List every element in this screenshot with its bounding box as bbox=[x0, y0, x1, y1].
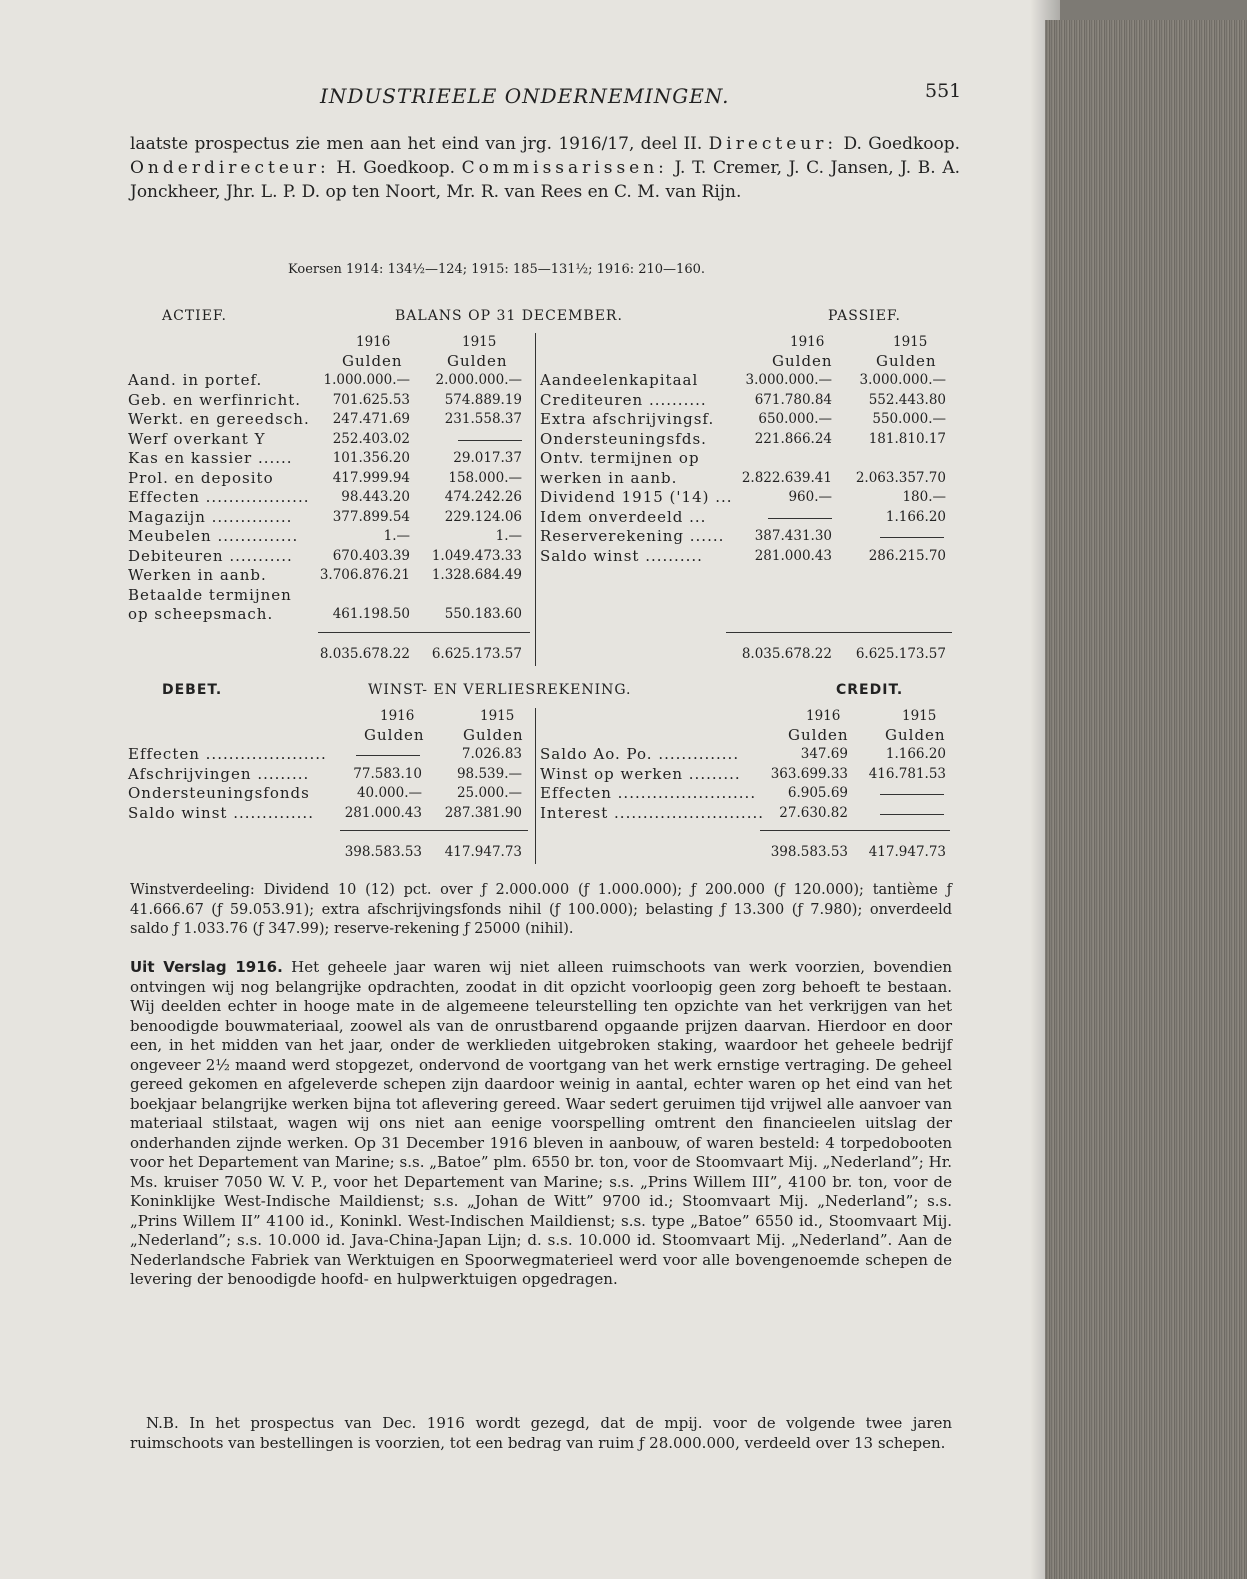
passief-heading: PASSIEF. bbox=[828, 308, 901, 324]
actief-row-v1915: 1.328.684.49 bbox=[431, 567, 522, 583]
empty-value-dash bbox=[880, 814, 944, 815]
passief-row-label: Ontv. termijnen op bbox=[540, 449, 700, 467]
actief-row-v1915: 574.889.19 bbox=[444, 391, 522, 408]
passief-row-v1915: 2.063.357.70 bbox=[855, 469, 946, 486]
winst-title: WINST- EN VERLIESREKENING. bbox=[368, 682, 632, 698]
actief-row-label: Aand. in portef. bbox=[128, 371, 263, 389]
credit-row-label: Saldo Ao. Po. .............. bbox=[540, 745, 740, 763]
passief-row-label: werken in aanb. bbox=[540, 468, 678, 487]
balans-divider bbox=[535, 333, 536, 666]
debet-total-1916: 398.583.53 bbox=[344, 844, 422, 860]
winst-debet-unit-1916: Gulden bbox=[364, 726, 425, 744]
directeur-name: D. Goedkoop. bbox=[843, 134, 961, 154]
winst-debet-year-1915: 1915 bbox=[480, 708, 515, 724]
passief-row-v1915: 181.810.17 bbox=[868, 430, 946, 447]
actief-row-v1916: 3.706.876.21 bbox=[319, 567, 410, 583]
onderdirecteur-label: Onderdirecteur: bbox=[130, 158, 330, 178]
koersen-line: Koersen 1914: 134½—124; 1915: 185—131½; 1916: 210—160. bbox=[288, 262, 705, 277]
actief-row-label: Werf overkant Y bbox=[128, 429, 266, 448]
passief-row-v1915: 180.— bbox=[902, 489, 946, 505]
actief-row-v1915: 229.124.06 bbox=[444, 508, 522, 525]
actief-row-v1915: 550.183.60 bbox=[444, 606, 522, 622]
empty-value-dash bbox=[768, 518, 832, 519]
actief-row-v1916: 1.— bbox=[383, 528, 410, 544]
actief-row-v1916: 377.899.54 bbox=[332, 508, 410, 525]
actief-row-label: Prol. en deposito bbox=[128, 468, 274, 487]
actief-row-v1916: 461.198.50 bbox=[332, 606, 410, 622]
passief-row-v1916: 3.000.000.— bbox=[745, 372, 832, 388]
empty-value-dash bbox=[356, 755, 420, 756]
balans-actief-year-1916: 1916 bbox=[356, 334, 391, 350]
passief-row-v1916: 387.431.30 bbox=[754, 528, 832, 544]
passief-row-v1915: 3.000.000.— bbox=[859, 372, 946, 388]
passief-row-v1916: 650.000.— bbox=[758, 411, 832, 427]
actief-row-v1916: 252.403.02 bbox=[332, 430, 410, 447]
debet-row-label: Saldo winst .............. bbox=[128, 803, 314, 822]
actief-row-label: Betaalde termijnen bbox=[128, 585, 292, 604]
empty-value-dash bbox=[880, 537, 944, 538]
actief-row-label: Magazijn .............. bbox=[128, 507, 293, 526]
actief-total-1915: 6.625.173.57 bbox=[431, 646, 522, 662]
debet-row-label: Afschrijvingen ......... bbox=[128, 764, 310, 783]
winst-credit-unit-1915: Gulden bbox=[885, 726, 946, 744]
balans-passief-unit-1916: Gulden bbox=[772, 352, 833, 370]
credit-row-v1916: 363.699.33 bbox=[770, 765, 848, 782]
actief-row-label: Geb. en werfinricht. bbox=[128, 390, 302, 409]
debet-row-v1916: 281.000.43 bbox=[344, 804, 422, 821]
balans-passief-year-1916: 1916 bbox=[790, 334, 825, 350]
book-page-edges bbox=[1045, 20, 1247, 1579]
actief-row-label: Meubelen .............. bbox=[128, 527, 299, 545]
balans-actief-unit-1915: Gulden bbox=[447, 352, 508, 370]
page-number: 551 bbox=[925, 80, 962, 102]
running-head: INDUSTRIEELE ONDERNEMINGEN. bbox=[320, 84, 730, 108]
winstverdeeling-paragraph: Winstverdeeling: Dividend 10 (12) pct. over ƒ 2.000.000 (ƒ 1.000.000); ƒ 200.000 (ƒ 120.000); tantième ƒ 41.666.67 (ƒ 59.053.91); extra afschrijvingsfonds nihil (ƒ 100.000); belasting ƒ 13.300 (ƒ 7.980); onverdeeld saldo ƒ 1.033.76 (ƒ 347.99); reserve-rekening ƒ 25000 (nihil). bbox=[130, 882, 952, 937]
actief-row-label: op scheepsmach. bbox=[128, 605, 274, 623]
credit-heading: CREDIT. bbox=[836, 682, 904, 698]
onderdirecteur-name: H. Goedkoop. bbox=[336, 158, 456, 178]
actief-row-v1916: 101.356.20 bbox=[332, 450, 410, 466]
verslag-heading: Uit Verslag 1916. bbox=[130, 958, 283, 976]
actief-row-v1916: 670.403.39 bbox=[332, 547, 410, 564]
actief-row-v1916: 1.000.000.— bbox=[323, 372, 410, 388]
balans-title: BALANS OP 31 DECEMBER. bbox=[395, 308, 623, 324]
winst-credit-unit-1916: Gulden bbox=[788, 726, 849, 744]
winst-credit-year-1916: 1916 bbox=[806, 708, 841, 724]
winst-credit-year-1915: 1915 bbox=[902, 708, 937, 724]
debet-total-1915: 417.947.73 bbox=[444, 844, 522, 860]
credit-row-v1916: 6.905.69 bbox=[787, 785, 848, 801]
passief-row-label: Dividend 1915 ('14) ... bbox=[540, 488, 733, 506]
passief-row-v1915: 550.000.— bbox=[872, 411, 946, 427]
verslag-paragraph bbox=[130, 958, 952, 1290]
debet-row-v1915: 287.381.90 bbox=[444, 804, 522, 821]
actief-row-label: Werken in aanb. bbox=[128, 566, 267, 584]
actief-row-label: Debiteuren ........... bbox=[128, 546, 293, 565]
passief-total-rule bbox=[726, 632, 952, 633]
debet-row-v1915: 7.026.83 bbox=[461, 746, 522, 762]
passief-row-label: Saldo winst .......... bbox=[540, 546, 703, 565]
debet-row-v1916: 40.000.— bbox=[356, 785, 422, 801]
passief-row-v1916: 671.780.84 bbox=[754, 391, 832, 408]
passief-row-v1916: 281.000.43 bbox=[754, 547, 832, 564]
credit-row-label: Effecten ........................ bbox=[540, 784, 757, 802]
credit-row-v1916: 27.630.82 bbox=[779, 804, 848, 821]
debet-row-label: Effecten ..................... bbox=[128, 745, 327, 763]
actief-row-v1916: 701.625.53 bbox=[332, 391, 410, 408]
passief-total-1916: 8.035.678.22 bbox=[741, 646, 832, 662]
debet-heading: DEBET. bbox=[162, 682, 223, 698]
credit-total-1916: 398.583.53 bbox=[770, 844, 848, 860]
credit-row-label: Winst op werken ......... bbox=[540, 764, 741, 783]
actief-row-v1916: 417.999.94 bbox=[332, 469, 410, 486]
actief-row-v1915: 158.000.— bbox=[448, 469, 522, 486]
actief-row-v1915: 2.000.000.— bbox=[435, 372, 522, 388]
passief-row-label: Idem onverdeeld ... bbox=[540, 507, 707, 526]
passief-row-label: Extra afschrijvingsf. bbox=[540, 410, 715, 428]
directeur-label: Directeur: bbox=[708, 134, 838, 154]
commissarissen-names: J. T. Cremer, J. C. Jansen, J. B. A. Jonckheer, Jhr. L. P. D. op ten Noort, Mr. R. van Rees en C. M. van Rijn. bbox=[130, 158, 961, 202]
winst-debet-year-1916: 1916 bbox=[380, 708, 415, 724]
credit-row-v1915: 1.166.20 bbox=[885, 746, 946, 762]
debet-row-v1915: 98.539.— bbox=[456, 765, 522, 782]
actief-row-label: Werkt. en gereedsch. bbox=[128, 410, 310, 428]
credit-row-label: Interest .......................... bbox=[540, 803, 765, 822]
passief-row-label: Reserverekening ...... bbox=[540, 527, 725, 545]
winst-divider bbox=[535, 708, 536, 864]
passief-row-v1916: 221.866.24 bbox=[754, 430, 832, 447]
actief-row-v1915: 231.558.37 bbox=[444, 411, 522, 427]
credit-row-v1916: 347.69 bbox=[800, 746, 848, 762]
verslag-text: Het geheele jaar waren wij niet alleen ruimschoots van werk voorzien, bovendien ontvingen wij nog belangrijke opdrachten, zoodat in dit opzicht voorloopig geen zorg behoeft te bestaan. Wij deelden echter in hooge mate in de algemeene teleurstelling ten opzichte van het verkrijgen van het benoodigde bouwmateriaal, zoowel als van de onrustbarend opgaande prijzen daarvan. Hierdoor en door een, in het midden van het jaar, onder de werklieden uitgebroken staking, waardoor het geheele bedrijf ongeveer 2½ maand werd stopgezet, ondervond de voortgang van het werk ernstige vertraging. De geheel gereed gekomen en afgeleverde schepen zijn daardoor weinig in aantal, echter waren op het eind van het boekjaar belangrijke werken bijna tot aflevering gereed. Waar sedert geruimen tijd vrijwel alle aanvoer van materiaal stilstaat, wagen wij ons niet aan eenige voorspelling omtrent den financieelen uitslag der onderhanden zijnde werken. Op 31 December 1916 bleven in aanbouw, of waren besteld: 4 torpedobooten voor het Departement van Marine; s.s. „Batoe” plm. 6550 br. ton, voor de Stoomvaart Mij. „Nederland”; Hr. Ms. kruiser 7050 W. V. P., voor het Departement van Marine; s.s. „Prins Willem III”, 4100 br. ton, voor de Koninklijke West-Indische Maildienst; s.s. „Johan de Witt” 9700 id.; Stoomvaart Mij. „Nederland”; s.s. „Prins Willem II” 4100 id., Koninkl. West-Indischen Maildienst; s.s. type „Batoe” 6550 id., Stoomvaart Mij. „Nederland”; s.s. 10.000 id. Java-China-Japan Lijn; d. s.s. 10.000 id. Stoomvaart Mij. „Nederland”. Aan de Nederlandsche Fabriek van Werktuigen en Spoorwegmaterieel werd voor alle bovengenoemde schepen de levering der benoodigde hoofd- en hulpwerktuigen opgedragen. bbox=[130, 958, 952, 1288]
passief-total-1915: 6.625.173.57 bbox=[855, 646, 946, 662]
commissarissen-label: Commissarissen: bbox=[461, 158, 668, 178]
passief-row-v1915: 286.215.70 bbox=[868, 547, 946, 564]
debet-row-v1915: 25.000.— bbox=[456, 785, 522, 801]
actief-total-rule bbox=[318, 632, 530, 633]
debet-row-v1916: 77.583.10 bbox=[353, 765, 422, 782]
empty-value-dash bbox=[458, 440, 522, 441]
balans-passief-year-1915: 1915 bbox=[893, 334, 928, 350]
actief-row-v1915: 474.242.26 bbox=[444, 489, 522, 505]
credit-total-1915: 417.947.73 bbox=[868, 844, 946, 860]
actief-row-label: Kas en kassier ...... bbox=[128, 449, 293, 467]
nb-paragraph: N.B. In het prospectus van Dec. 1916 wordt gezegd, dat de mpij. voor de volgende twee jaren ruimschoots van bestellingen is voorzien, tot een bedrag van ruim ƒ 28.000.000, verdeeld over 13 schepen. bbox=[130, 1414, 952, 1452]
debet-total-rule bbox=[340, 830, 528, 831]
passief-row-label: Ondersteuningsfds. bbox=[540, 429, 707, 448]
actief-row-v1915: 1.049.473.33 bbox=[431, 547, 522, 564]
passief-row-label: Aandeelenkapitaal bbox=[540, 371, 699, 389]
winst-debet-unit-1915: Gulden bbox=[463, 726, 524, 744]
actief-row-v1916: 247.471.69 bbox=[332, 411, 410, 427]
credit-row-v1915: 416.781.53 bbox=[868, 765, 946, 782]
debet-row-label: Ondersteuningsfonds bbox=[128, 784, 310, 802]
balans-passief-unit-1915: Gulden bbox=[876, 352, 937, 370]
actief-heading: ACTIEF. bbox=[162, 308, 227, 324]
actief-row-v1915: 29.017.37 bbox=[453, 450, 522, 466]
passief-row-label: Crediteuren .......... bbox=[540, 390, 707, 409]
intro-paragraph bbox=[130, 132, 960, 204]
passief-row-v1916: 960.— bbox=[788, 489, 832, 505]
passief-row-v1915: 1.166.20 bbox=[885, 508, 946, 525]
actief-total-1916: 8.035.678.22 bbox=[319, 646, 410, 662]
passief-row-v1915: 552.443.80 bbox=[868, 391, 946, 408]
balans-actief-unit-1916: Gulden bbox=[342, 352, 403, 370]
actief-row-label: Effecten .................. bbox=[128, 488, 310, 506]
empty-value-dash bbox=[880, 794, 944, 795]
actief-row-v1915: 1.— bbox=[495, 528, 522, 544]
actief-row-v1916: 98.443.20 bbox=[341, 489, 410, 505]
credit-total-rule bbox=[760, 830, 950, 831]
passief-row-v1916: 2.822.639.41 bbox=[741, 469, 832, 486]
balans-actief-year-1915: 1915 bbox=[462, 334, 497, 350]
intro-text: laatste prospectus zie men aan het eind van jrg. 1916/17, deel II. bbox=[130, 134, 703, 154]
